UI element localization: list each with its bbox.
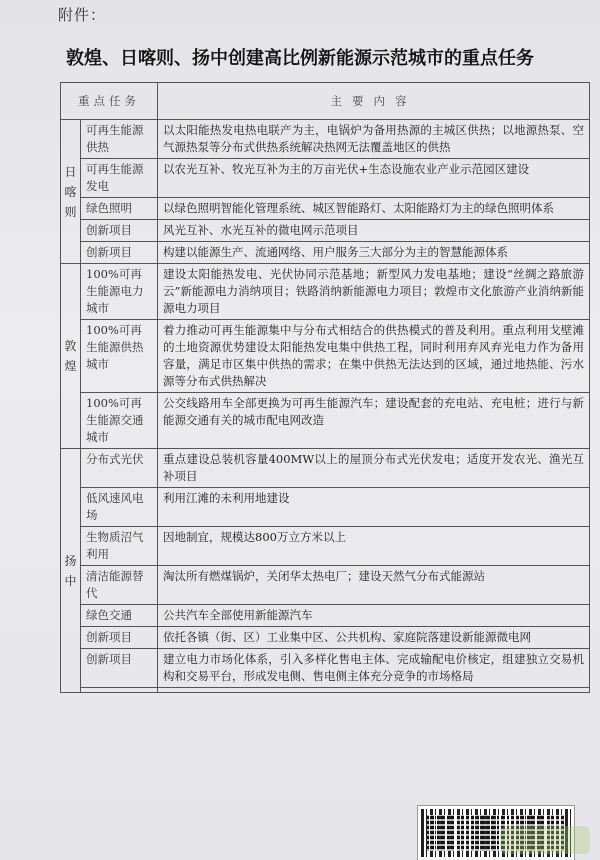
task-cell: 绿色交通	[81, 605, 158, 627]
attachment-label: 附件：	[58, 6, 107, 24]
tasks-table	[60, 82, 590, 693]
table-header-row	[61, 83, 590, 120]
content-cell: 以绿色照明智能化管理系统、城区智能路灯、太阳能路灯为主的绿色照明体系	[158, 198, 590, 220]
city-cell-dunhuang: 敦煌	[61, 264, 81, 449]
page-title: 敦煌、日喀则、扬中创建高比例新能源示范城市的重点任务	[66, 48, 534, 69]
task-cell: 100%可再生能源交通城市	[81, 393, 158, 449]
content-cell	[158, 688, 590, 693]
content-cell: 重点建设总装机容量400MW以上的屋顶分布式光伏发电；适度开发农光、渔光互补项目	[158, 449, 590, 488]
content-cell: 以农光互补、牧光互补为主的万亩光伏+生态设施农业产业示范园区建设	[158, 159, 590, 198]
task-cell: 低风速风电场	[81, 488, 158, 527]
content-cell: 构建以能源生产、流通网络、用户服务三大部分为主的智慧能源体系	[158, 242, 590, 264]
table-row	[61, 320, 590, 393]
content-cell: 着力推动可再生能源集中与分布式相结合的供热模式的普及利用。重点利用戈壁滩的土地资源优势建设太阳能热发电集中供热工程，同时利用弃风弃光电力作为备用容量，满足市区集中供热的需求；在集中供热无法达到的区域，通过地热能、污水源等分布式供热解决	[158, 320, 590, 393]
content-cell: 淘汰所有燃煤锅炉，关闭华太热电厂；建设天然气分布式能源站	[158, 566, 590, 605]
table-row	[61, 120, 590, 159]
content-cell: 利用江滩的未利用地建设	[158, 488, 590, 527]
header-task: 重点任务	[61, 83, 158, 120]
task-cell: 创新项目	[81, 649, 158, 688]
table-row	[61, 688, 590, 693]
task-cell: 创新项目	[81, 627, 158, 649]
city-cell-yangzhong: 扬中	[61, 449, 81, 693]
content-cell: 公交线路用车全部更换为可再生能源汽车；建设配套的充电站、充电桩；进行与新能源交通有关的城市配电网改造	[158, 393, 590, 449]
task-cell: 创新项目	[81, 220, 158, 242]
header-content: 主要内容	[158, 83, 590, 120]
content-cell: 建立电力市场化体系，引入多样化售电主体、完成输配电价核定，组建独立交易机构和交易平台，形成发电侧、售电侧主体充分竞争的市场格局	[158, 649, 590, 688]
table-row	[61, 488, 590, 527]
table-row	[61, 198, 590, 220]
content-cell: 以太阳能热发电热电联产为主，电锅炉为备用热源的主城区供热；以地源热泵、空气源热泵等分布式供热系统解决热网无法覆盖地区的供热	[158, 120, 590, 159]
table-row	[61, 242, 590, 264]
task-cell: 分布式光伏	[81, 449, 158, 488]
table-row	[61, 449, 590, 488]
content-cell: 因地制宜，规模达800万立方米以上	[158, 527, 590, 566]
table-row	[61, 220, 590, 242]
task-cell: 生物质沼气利用	[81, 527, 158, 566]
city-cell-rikaze: 日喀则	[61, 120, 81, 264]
watermark-logo	[500, 826, 590, 854]
table-row	[61, 566, 590, 605]
task-cell: 100%可再生能源电力城市	[81, 264, 158, 320]
task-cell: 可再生能源发电	[81, 159, 158, 198]
table-row	[61, 527, 590, 566]
content-cell: 公共汽车全部使用新能源汽车	[158, 605, 590, 627]
content-cell: 依托各镇（街、区）工业集中区、公共机构、家庭院落建设新能源微电网	[158, 627, 590, 649]
task-cell: 清洁能源替代	[81, 566, 158, 605]
table-row	[61, 393, 590, 449]
table-row	[61, 649, 590, 688]
table-row	[61, 627, 590, 649]
task-cell: 可再生能源供热	[81, 120, 158, 159]
task-cell: 创新项目	[81, 242, 158, 264]
table-row	[61, 264, 590, 320]
table-row	[61, 605, 590, 627]
content-cell: 建设太阳能热发电、光伏协同示范基地；新型风力发电基地；建设“丝绸之路旅游云”新能源电力消纳项目；铁路消纳新能源电力项目；敦煌市文化旅游产业消纳新能源电力项目	[158, 264, 590, 320]
task-cell	[81, 688, 158, 693]
task-cell: 100%可再生能源供热城市	[81, 320, 158, 393]
content-cell: 风光互补、水光互补的微电网示范项目	[158, 220, 590, 242]
table-row	[61, 159, 590, 198]
task-cell: 绿色照明	[81, 198, 158, 220]
